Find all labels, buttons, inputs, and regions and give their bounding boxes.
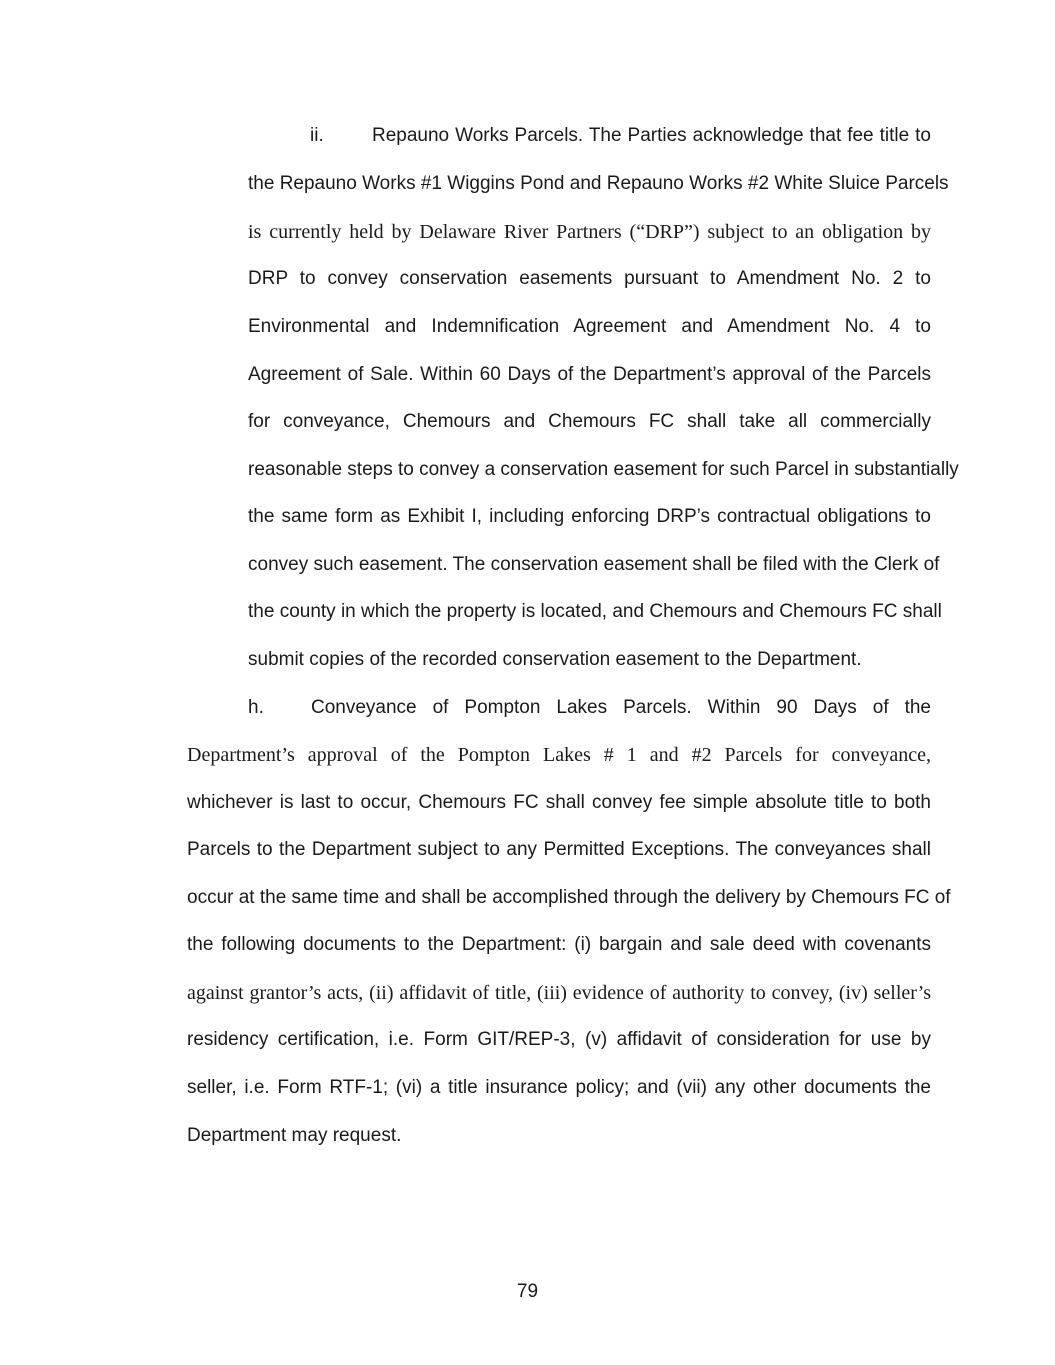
section-ii-line: DRP to convey conservation easements pursuant to Amendment No. 2 to (248, 268, 931, 289)
section-h-line: residency certification, i.e. Form GIT/REP-3, (v) affidavit of consideration for use by (187, 1029, 931, 1050)
section-ii-line: is currently held by Delaware River Partners (“DRP”) subject to an obligation by (248, 221, 931, 243)
section-ii-line: for conveyance, Chemours and Chemours FC shall take all commercially (248, 411, 931, 432)
section-h-line: seller, i.e. Form RTF-1; (vi) a title insurance policy; and (vii) any other documents the (187, 1077, 931, 1098)
section-ii-line: reasonable steps to convey a conservation easement for such Parcel in substantially (248, 459, 959, 480)
page-number: 79 (516, 1281, 539, 1302)
section-h-last-line: Department may request. (187, 1125, 402, 1146)
section-h-line: Parcels to the Department subject to any Permitted Exceptions. The conveyances shall (187, 839, 931, 860)
section-h-first-line: Conveyance of Pompton Lakes Parcels. Within 90 Days of the (311, 697, 931, 718)
section-ii-label: ii. (310, 125, 324, 146)
section-ii-line: the same form as Exhibit I, including enforcing DRP’s contractual obligations to (248, 506, 931, 527)
section-h-line: occur at the same time and shall be accomplished through the delivery by Chemours FC of (187, 887, 951, 908)
section-ii-last-line: submit copies of the recorded conservation easement to the Department. (248, 649, 862, 670)
section-h-label: h. (248, 697, 264, 718)
section-h-line: against grantor’s acts, (ii) affidavit of title, (iii) evidence of authority to convey, (iv) seller’s (187, 982, 931, 1004)
section-ii-first-line: Repauno Works Parcels. The Parties acknowledge that fee title to (372, 125, 931, 146)
section-ii-line: the county in which the property is located, and Chemours and Chemours FC shall (248, 601, 942, 622)
section-ii-line: convey such easement. The conservation easement shall be filed with the Clerk of (248, 554, 940, 575)
section-h-line: the following documents to the Department: (i) bargain and sale deed with covenants (187, 934, 931, 955)
section-h-line: Department’s approval of the Pompton Lakes # 1 and #2 Parcels for conveyance, (187, 744, 931, 766)
section-ii-line: the Repauno Works #1 Wiggins Pond and Repauno Works #2 White Sluice Parcels (248, 173, 949, 194)
section-h-line: whichever is last to occur, Chemours FC shall convey fee simple absolute title to both (187, 792, 931, 813)
section-ii-line: Environmental and Indemnification Agreement and Amendment No. 4 to (248, 316, 931, 337)
section-ii-line: Agreement of Sale. Within 60 Days of the Department’s approval of the Parcels (248, 364, 931, 385)
